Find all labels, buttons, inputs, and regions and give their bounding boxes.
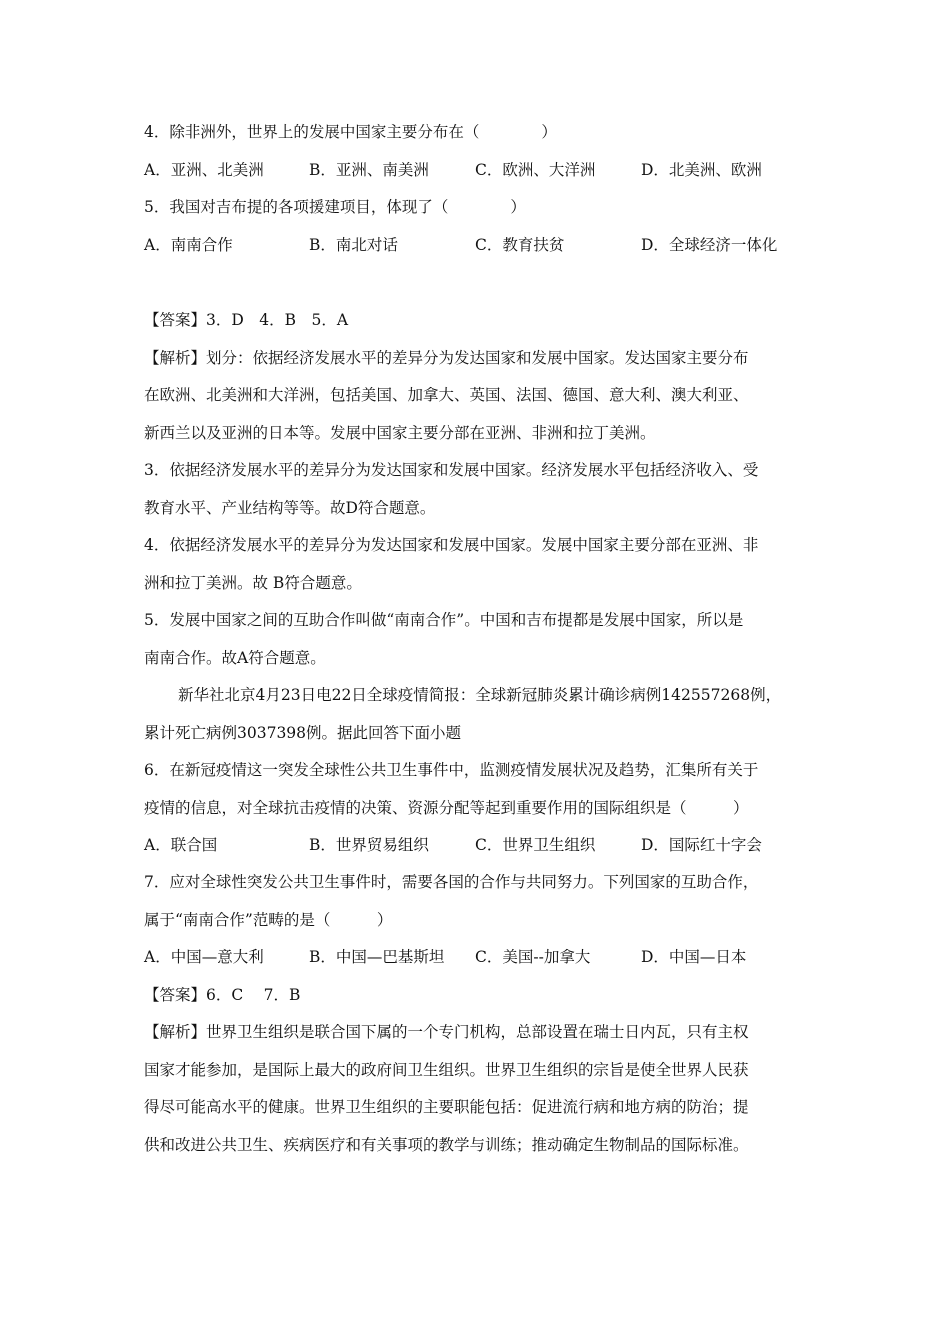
question-6-option-d: D．国际红十字会 [641,836,762,854]
question-7-option-b: B．中国—巴基斯坦 [309,948,445,966]
analysis-2-line-1 [144,1022,814,1042]
news-line-2: 累计死亡病例3037398例。据此回答下面小题 [144,724,462,742]
question-7-options [144,947,814,967]
question-4-option-d: D．北美洲、欧洲 [641,161,762,179]
question-7-option-d: D．中国—日本 [641,948,747,966]
analysis-1-line-3: 新西兰以及亚洲的日本等。发展中国家主要分部在亚洲、非洲和拉丁美洲。 [144,424,656,442]
question-5-options [144,235,814,255]
question-6-stem-line-2: 疫情的信息，对全球抗击疫情的决策、资源分配等起到重要作用的国际组织是（ ） [144,799,749,817]
answer-tag: 【答案】 [144,986,207,1004]
question-4-option-c: C．欧洲、大洋洲 [475,161,596,179]
question-5-option-a: A．南南合作 [144,236,233,254]
analysis-1-line-2: 在欧洲、北美洲和大洋洲，包括美国、加拿大、英国、法国、德国、意大利、澳大利亚、 [144,386,749,404]
question-7-stem-line-2: 属于“南南合作”范畴的是（ ） [144,911,393,929]
analysis-item-3-line-1: 3．依据经济发展水平的差异分为发达国家和发展中国家。经济发展水平包括经济收入、受 [144,461,759,479]
question-5-stem: 5．我国对吉布提的各项援建项目，体现了（ ） [144,198,526,216]
analysis-1-line-1 [144,348,814,368]
analysis-tag: 【解析】 [144,349,207,367]
question-7-option-a: A．中国—意大利 [144,948,264,966]
analysis-2-line-3: 得尽可能高水平的健康。世界卫生组织的主要职能包括：促进流行病和地方病的防治；提 [144,1098,749,1116]
answer-tag: 【答案】 [144,311,207,329]
analysis-2-line-4: 供和改进公共卫生、疾病医疗和有关事项的教学与训练；推动确定生物制品的国际标准。 [144,1136,749,1154]
analysis-item-4-line-2: 洲和拉丁美洲。故 B符合题意。 [144,574,362,592]
answer-block-2 [144,985,814,1005]
answer-text: 6．C 7．B [206,986,301,1004]
analysis-text: 世界卫生组织是联合国下属的一个专门机构，总部设置在瑞士日内瓦，只有主权 [206,1023,749,1041]
analysis-item-4-line-1: 4．依据经济发展水平的差异分为发达国家和发展中国家。发展中国家主要分部在亚洲、非 [144,536,759,554]
analysis-item-5-line-1: 5．发展中国家之间的互助合作叫做“南南合作”。中国和吉布提都是发展中国家，所以是 [144,611,744,629]
analysis-item-5-line-2: 南南合作。故A符合题意。 [144,649,326,667]
analysis-2-line-2: 国家才能参加，是国际上最大的政府间卫生组织。世界卫生组织的宗旨是使全世界人民获 [144,1061,749,1079]
question-4-option-a: A．亚洲、北美洲 [144,161,264,179]
analysis-text: 划分：依据经济发展水平的差异分为发达国家和发展中国家。发达国家主要分布 [206,349,749,367]
question-4-option-b: B．亚洲、南美洲 [309,161,429,179]
question-5-option-d: D．全球经济一体化 [641,236,778,254]
question-6-option-a: A．联合国 [144,836,218,854]
question-6-option-c: C．世界卫生组织 [475,836,596,854]
analysis-tag: 【解析】 [144,1023,207,1041]
question-4-stem: 4．除非洲外，世界上的发展中国家主要分布在（ ） [144,123,557,141]
answer-block-1 [144,310,814,330]
question-7-option-c: C．美国--加拿大 [475,948,591,966]
question-6-stem-line-1: 6．在新冠疫情这一突发全球性公共卫生事件中，监测疫情发展状况及趋势，汇集所有关于 [144,761,759,779]
question-6-option-b: B．世界贸易组织 [309,836,429,854]
question-7-stem-line-1: 7．应对全球性突发公共卫生事件时，需要各国的合作与共同努力。下列国家的互助合作， [144,873,759,891]
answer-text: 3．D 4．B 5．A [206,311,349,329]
question-5-option-c: C．教育扶贫 [475,236,565,254]
question-6-options [144,835,814,855]
question-5-option-b: B．南北对话 [309,236,398,254]
analysis-item-3-line-2: 教育水平、产业结构等等。故D符合题意。 [144,499,436,517]
news-line-1: 新华社北京4月23日电22日全球疫情简报：全球新冠肺炎累计确诊病例142557268例， [178,686,782,704]
question-4-options [144,160,814,180]
